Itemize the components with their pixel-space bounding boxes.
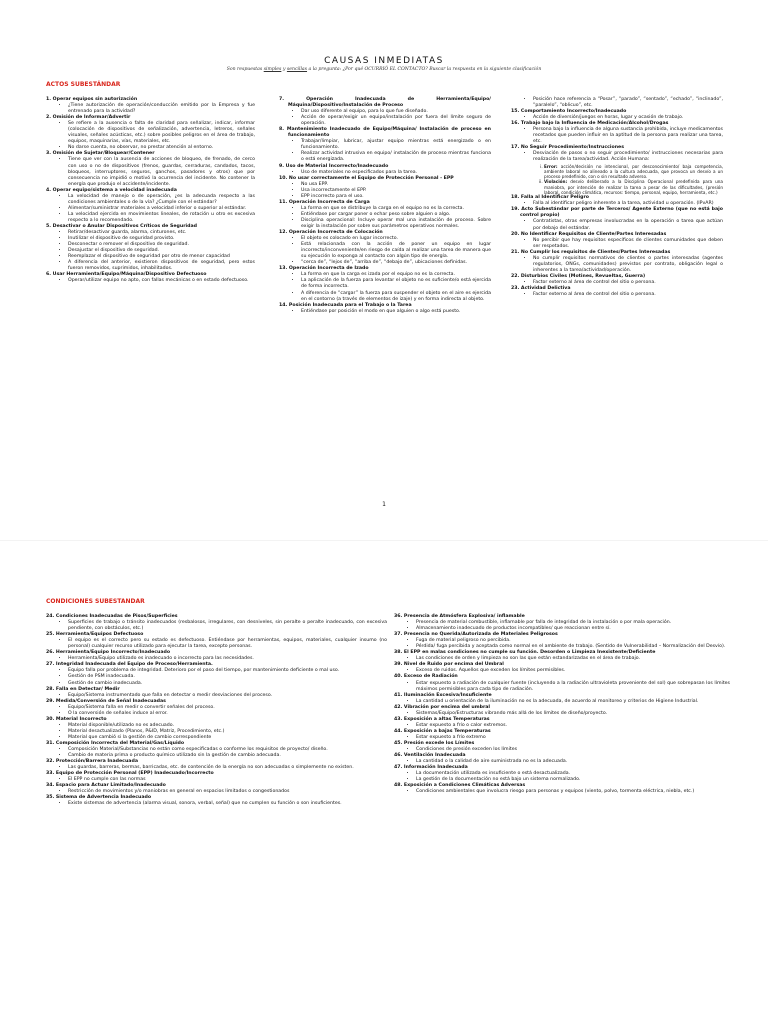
item-heading: 1. Operar equipos sin autorización — [46, 97, 138, 102]
bullet-item: • El objeto es colocado en lugar incorrecto. — [301, 236, 491, 242]
bullet-item: • Inutilizar el dispositivo de seguridad provisto. — [68, 236, 255, 242]
subtitle-text: y — [281, 67, 287, 72]
bullet-list — [279, 182, 491, 200]
roman-list — [511, 164, 723, 196]
item-heading: 37. Presencia no Querida/Autorizada de Materiales Peligrosos — [394, 632, 558, 638]
bullet-item: • No cumplir requisitos normativos de clientes o partes interesadas (agentes regulatorios, ONGs, comunidades) previstos por contrato, obligación legal o inherentes a la tarea/actividad/operación. — [533, 256, 723, 274]
bullet-item: • Dar uso diferente al equipo, para lo que fue diseñado. — [301, 109, 491, 115]
bullet-item: • Material que cambió si la gestión de cambio correspondiente — [68, 735, 387, 741]
bullet-item: • Condiciones ambientales que involucra riesgo para personas y equipos (viento, polvo, tormenta eléctrica, niebla, etc.) — [416, 789, 730, 795]
bullet-item: • EPP incorrecto para el uso. — [301, 194, 491, 200]
item-heading: 45. Presión excede los Límites — [394, 740, 475, 746]
item-heading: 36. Presencia de Atmósfera Explosiva/ inflamable — [394, 614, 525, 619]
item-heading: 39. Nivel de Ruido por encima del Umbral — [394, 662, 504, 668]
condiciones-column-1 — [46, 614, 387, 808]
bullet-item: • Persona bajo la influencia de alguna sustancia prohibida, incluye medicamentos recetados que pueden influir en la aptitud de la persona para realizar una tarea, etc. — [533, 127, 723, 145]
bullet-item: • Estar expuesto a radiación de cualquier fuente (incluyendo a la radiación ultravioleta proveniente del sol) que sobrepasan los límites máximos permisibles para cada tipo de radiación. — [416, 681, 730, 693]
item-heading: 28. Falla en Detectar/ Medir — [46, 686, 120, 692]
item-heading: 15. Comportamiento Incorrecto/Inadecuado — [511, 109, 627, 115]
actos-column-3 — [511, 97, 723, 298]
roman-item — [544, 179, 723, 195]
item-heading: 13. Operación Incorrecta de Izado — [279, 266, 369, 272]
bullet-item: • El EPP no cumple con las normas — [68, 777, 387, 783]
item-heading: 48. Exposición a Condiciones Climáticas Adversas — [394, 783, 526, 789]
item-heading: 18. Falla al Identificar Peligro — [511, 195, 589, 201]
bullet-list — [394, 681, 730, 693]
bullet-item: • Superficies de trabajo o tránsito inadecuados (resbalosos, irregulares, con desniveles, sin peralte o peralte inadecuado, con excesiva pendiente, con obstáculos, etc.) — [68, 620, 387, 632]
bullet-item: • Reemplazar el dispositivo de seguridad por otro de menor capacidad — [68, 254, 255, 260]
bullet-item: • Herramienta/Equipo utilizado es inadecuado o incorrecto para las necesidades. — [68, 656, 387, 662]
bullet-item: • La cantidad o la calidad de aire suministrada no es la adecuada. — [416, 759, 730, 765]
bullet-item: • Presencia de material combustible, inflamable por falla de integridad de la instalación o por mala operación. — [416, 620, 730, 626]
bullet-list — [394, 771, 730, 783]
item-heading: 38. El EPP en malas condiciones no cumple su función. Desorden o Limpieza Inexistente/Deficiente — [394, 650, 656, 656]
bullet-item: • Restricción de movimientos y/o maniobras en general en espacios limitados o congestionados — [68, 789, 387, 795]
bullet-item: • Estar expuesto a frío o calor extremos. — [416, 723, 730, 729]
bullet-item: • Tiene que ver con la ausencia de acciones de bloqueo, de frenado, de cerco con uso o no de dispositivos (frenos, guardas, cerraduras, candados, tacos, bloqueos, interruptores, seguros, ganchos, pasadores y otros) que por consecuencia no impidió o motivó la ocurrencia del incidente. No contener la energía que produjo el accidente/incidente. — [68, 157, 255, 187]
bullet-list — [46, 157, 255, 187]
bullet-item: • Sistemas/Equipo/Estructuras vibrando más allá de los límites de diseño/proyecto. — [416, 711, 730, 717]
bullet-item: • Acción de operar/exigir un equipo/instalación por fuera del límite seguro de operación. — [301, 115, 491, 127]
bullet-item: • Alimentar/suministrar materiales a velocidad inferior o superior al estándar. — [68, 206, 255, 212]
item-heading: 27. Integridad Inadecuada del Equipo de Proceso/Herramienta. — [46, 662, 213, 668]
item-heading: 30. Material Incorrecto — [46, 716, 107, 722]
item-heading: 46. Ventilación Inadecuada — [394, 753, 466, 759]
bullet-list — [46, 723, 387, 741]
bullet-item: • La documentación utilizada es insuficiente o está desactualizada. — [416, 771, 730, 777]
subtitle-text: Son respuestas — [226, 67, 264, 72]
bullet-item: • Exceso de ruidos. Aquellos que exceden los límites permisibles. — [416, 668, 730, 674]
bullet-item: • Usa incorrectamente el EPP. — [301, 188, 491, 194]
actos-column-2 — [279, 97, 491, 315]
bullet-item: • La aplicación de la fuerza para levantar el objeto no es suficiente/o está ejercida de forma incorrecta. — [301, 278, 491, 290]
bullet-item: • Composición Material/Substancias no están como especificadas o conforme los requisitos de proyecto/ diseño. — [68, 747, 387, 753]
bullet-item: • Factor externo al área de control del sitio o persona. — [533, 280, 723, 286]
bullet-item: • Disciplina operacional: Incluye operar mal una instalación de proceso. Sobre exigir la instalación por sobre sus parámetros operativos normales. — [301, 218, 491, 230]
item-heading: 11. Operación Incorrecta de Carga — [279, 199, 370, 205]
bullet-item: • Gestión de cambio inadecuada. — [68, 681, 387, 687]
bullet-item: • No darse cuenta, no observar, no prestar atención al entorno. — [68, 145, 255, 151]
roman-item-desc: acción/decisión no intencional, por desconocimiento/ baja competencia, ambiente laboral no alineado a la cultura adecuada, que provoca un desvío a un proceso predefinido, con o sin resultado adverso. — [544, 163, 723, 180]
bullet-item: • Almacenamiento inadecuado de productos incompatibles/ que reaccionan entre sí. — [416, 626, 730, 632]
bullet-list — [46, 801, 387, 807]
bullet-item: • Las condiciones de orden y limpieza no son las que están estandarizadas en el área de trabajo. — [416, 656, 730, 662]
roman-item-term: Violación: — [544, 179, 568, 185]
bullet-item: • No percibir que hay requisitos específicos de clientes comunidades que deben ser respetados. — [533, 238, 723, 250]
bullet-item: • Fuga de material peligroso no percibida. — [416, 638, 730, 644]
bullet-list — [394, 789, 730, 795]
bullet-item: • Desconectar o remover el dispositivo de seguridad. — [68, 242, 255, 248]
actos-column-3-items — [511, 109, 723, 298]
bullet-item: • Equipo/Sistema falla en medir o convertir señales del proceso. — [68, 705, 387, 711]
subtitle-text: a la pregunta: ¿Por qué OCURRIÓ EL CONTACTO? Buscar la respuesta en la siguiente clasificación — [307, 67, 542, 72]
bullet-item: • La forma en que se distribuye la carga en el equipo no es la correcta. — [301, 206, 491, 212]
page-number: 1 — [382, 501, 386, 508]
bullet-list — [46, 230, 255, 272]
bullet-item: • La velocidad de manejo o de operación, ¿es la adecuada respecto a las condiciones ambientales o de la vía? ¿Cumple con el estándar? — [68, 194, 255, 206]
bullet-item: • A diferencia de “cargar” la fuerza para suspender el objeto en el aire es ejercida en el contorno (a través de elementos de izaje) y en forma indirecta al objeto. — [301, 291, 491, 303]
bullet-item: • Acción de diversión/juegos en horas, lugar y ocasión de trabajo. — [533, 115, 723, 121]
bullet-item: • Desajustar el dispositivo de seguridad. — [68, 248, 255, 254]
bullet-item: • El equipo es el correcto pero su estado es defectuoso. Entiéndase por herramientas, equipos, materiales, cualquier insumo (no personal) cualquier recurso utilizado para ejecutar la tarea, excepto personas. — [68, 638, 387, 650]
item-heading: 8. Mantenimiento Inadecuado de Equipo/Máquina/ Instalación de proceso en funcionamiento — [279, 127, 491, 139]
item-heading: 17. No Seguir Procedimiento/Instrucciones — [511, 145, 625, 151]
item-heading: 24. Condiciones Inadecuadas de Pisos/Superficies — [46, 614, 178, 619]
bullet-list — [511, 219, 723, 231]
item-heading: 41. Iluminación Excesiva/Insuficiente — [394, 692, 492, 698]
bullet-item: • Estar expuesto a frío extremo — [416, 735, 730, 741]
item-heading: 29. Medida/Conversión de Señal Inadecuadas — [46, 698, 166, 704]
bullet-list — [511, 127, 723, 145]
page-divider — [0, 540, 768, 541]
bullet-item: • Condiciones de presión exceden los límites — [416, 747, 730, 753]
item-heading: 4. Operar equipo/sistema a velocidad inadecuada — [46, 187, 177, 193]
bullet-list — [511, 256, 723, 274]
bullet-list — [46, 668, 387, 686]
bullet-item: • Existe sistemas de advertencia (alarma visual, sonora, verbal, señal) que no cumplen su función o son insuficientes. — [68, 801, 387, 807]
item-heading: 19. Acto Subestándar por parte de Terceros/ Agente Externo (que no está bajo control propio) — [511, 207, 723, 219]
bullet-list — [279, 272, 491, 302]
bullet-item: • Contratistas, otras empresas involucradas en la operación o tarea que actúan por debajo del estándar. — [533, 219, 723, 231]
bullet-item: • Material desactualizado (Planos, P&ID, Matriz, Procedimiento, etc.) — [68, 729, 387, 735]
item-heading: 22. Disturbios Civiles (Motines, Revueltas, Guerra) — [511, 273, 646, 279]
bullet-list — [46, 747, 387, 759]
bullet-list — [46, 638, 387, 650]
subtitle-underlined-simples: simples — [263, 67, 282, 72]
item-heading: 33. Equipo de Protección Personal (EPP) Inadecuado/Incorrecto — [46, 771, 214, 777]
document-title: CAUSAS INMEDIATAS — [324, 56, 444, 66]
bullet-item: • Equipo falla por problema de integridad. Deterioro por el paso del tiempo, por mantenimiento deficiente o mal uso. — [68, 668, 387, 674]
item-heading: 32. Protección/Barrera Inadecuada — [46, 759, 138, 765]
bullet-list — [394, 699, 730, 705]
item-heading: 35. Sistema de Advertencia Inadecuado — [46, 795, 152, 801]
bullet-item: • La forma en que la carga es izada por el equipo no es la correcta. — [301, 272, 491, 278]
item-heading: 31. Composición Incorrecta del Material/Gas/Líquido — [46, 740, 185, 746]
bullet-item: • O la conversión de señales induce al error. — [68, 711, 387, 717]
bullet-item: • Equipo/Sistema instrumentado que falla en detectar o medir desviaciones del proceso. — [68, 693, 387, 699]
roman-item-desc: desvío deliberado a la Disciplina Operacional predefinida para una maniobra, por intención de realizar la tarea a pesar de las dificultades, (presión laboral, condición climática, recursos: tiempo, personal, equipo, herramienta, etc.) — [544, 179, 723, 195]
bullet-item: • Pérdida/ fuga percibida y aceptada como normal en el ambiente de trabajo. (Sentido de Vulnerabilidad – Normalización del Desvío). — [416, 644, 730, 650]
bullet-list — [511, 97, 723, 109]
item-heading: 14. Posición Inadecuada para el Trabajo o la Tarea — [279, 302, 412, 308]
item-heading: 10. No usar correctamente el Equipo de Protección Personal - EPP — [279, 175, 454, 181]
bullet-item: • Gestión de PSM inadecuada. — [68, 674, 387, 680]
bullet-item: • Desviación de pasos o no seguir procedimiento/ instrucciones necesarias para realización de la tarea/actividad. Acción Humana: — [533, 151, 723, 163]
bullet-list — [46, 278, 255, 284]
bullet-item: • Falla al identificar peligro inherente a la tarea, actividad u operación. (IPvAR) — [533, 201, 723, 207]
item-heading: 34. Espacio para Actuar Limitado/Inadecuado — [46, 783, 166, 789]
bullet-list — [46, 121, 255, 151]
section-heading-condiciones: CONDICIONES SUBESTANDAR — [46, 598, 145, 605]
item-heading: 42. Vibración por encima del umbral — [394, 704, 491, 710]
item-heading: 9. Uso de Material Incorrecto/Inadecuado — [279, 163, 389, 169]
bullet-item: • Las guardas, barreras, bermas, barricadas, etc. de contención de la energía no son adecuadas o simplemente no existen. — [68, 765, 387, 771]
roman-item-term: Error: — [544, 163, 558, 169]
bullet-list — [394, 620, 730, 632]
bullet-list — [279, 206, 491, 230]
actos-column-3-top — [511, 97, 723, 109]
item-heading: 43. Exposición a altas Temperaturas — [394, 716, 490, 722]
subtitle-underlined-sencillas: sencillas — [286, 67, 308, 72]
item-heading: 16. Trabajo bajo la Influencia de Medicación/Alcohol/Drogas — [511, 121, 669, 127]
section-heading-actos: ACTOS SUBESTÁNDAR — [46, 81, 121, 88]
item-heading: 2. Omisión de Informar/Advertir — [46, 115, 131, 121]
bullet-item: • No usa EPP. — [301, 182, 491, 188]
bullet-item: • A diferencia del anterior, existieron dispositivos de seguridad, pero estos fueron removidos, suprimidos, inhabilitados. — [68, 260, 255, 272]
bullet-item: • Se refiere a la ausencia o falta de claridad para señalizar, indicar, informar (colocación de dispositivos de señalización, advertencia, letreros, señales visuales, señales acústicas, etc.) sobre posibles peligros en el área de trabajo, equipos, maquinarias, vías, materiales, etc. — [68, 121, 255, 145]
document-subtitle — [0, 67, 768, 72]
bullet-item: • Retirar/desactivar guarda, alarma, cinturones, etc. — [68, 230, 255, 236]
bullet-item: • Factor externo al área de control del sitio o persona. — [533, 292, 723, 298]
bullet-list — [394, 638, 730, 650]
bullet-list — [46, 194, 255, 224]
bullet-item: • La cantidad u orientación de la iluminación no es la adecuada, de acuerdo al monitoreo y criterios de Higiene Industrial. — [416, 699, 730, 705]
bullet-item: • Trabajar/limpiar, lubricar, ajustar equipo mientras está energizado o en funcionamiento. — [301, 139, 491, 151]
condiciones-column-2 — [394, 614, 730, 795]
bullet-item: • La gestión de la documentación no está bajo un sistema normalizado. — [416, 777, 730, 783]
item-heading: 20. No Identificar Requisitos de Cliente/Partes Interesadas — [511, 231, 667, 237]
bullet-item: • La velocidad ejercida en movimientos lineales, de rotación u otro es excesiva respecto a lo recomendado. — [68, 212, 255, 224]
bullet-item: • Entiéndase por posición el modo en que alguien o algo está puesto. — [301, 309, 491, 315]
item-heading: 40. Exceso de Radiación — [394, 674, 458, 680]
bullet-list — [46, 103, 255, 115]
bullet-item: • Posición hace referencia a “Posar”, “parado”, “sentado”, “echado”, “inclinado”, “paralelo”, “oblicuo”, etc. — [533, 97, 723, 109]
bullet-item: • Está relacionada con la acción de poner un equipo en lugar incorrecto/inconveniente/en riesgo de caída al realizar una tarea de manera que su ejecución lo exponga al contacto con algún tipo de energía. — [301, 242, 491, 260]
bullet-item: • Uso de materiales no especificados para la tarea. — [301, 170, 491, 176]
bullet-item: • Operar/utilizar equipo no apto, con fallas mecánicas o en estado defectuoso. — [68, 278, 255, 284]
item-heading: 7. Operación Inadecuada de Herramienta/Equipo/ Máquina/Dispositivo/Instalación de Proceso — [279, 97, 491, 109]
bullet-list — [279, 309, 491, 315]
bullet-item: • Entiéndase por cargar poner o echar peso sobre alguien o algo. — [301, 212, 491, 218]
bullet-list — [46, 620, 387, 632]
item-heading: 12. Operación Incorrecta de Colocación — [279, 230, 383, 236]
item-heading: 25. Herramienta/Equipos Defectuoso — [46, 632, 144, 638]
actos-column-1 — [46, 97, 255, 284]
bullet-item: • Material disponible/utilizado no es adecuado. — [68, 723, 387, 729]
item-heading: 5. Desactivar o Anular Dispositivos Críticos de Seguridad — [46, 223, 197, 229]
bullet-list — [511, 238, 723, 250]
item-heading: 3. Omisión de Sujetar/Bloquear/Contener — [46, 151, 155, 157]
bullet-item: • ¿Tiene autorización de operación/conducción emitido por la Empresa y fue entrenado para la actividad? — [68, 103, 255, 115]
item-heading: 44. Exposición a bajas Temperaturas — [394, 728, 491, 734]
bullet-item: • “cerca de”, “lejos de”, “arriba de”, “debajo de”, ubicaciones definidas. — [301, 260, 491, 266]
bullet-item: • Realizar actividad intrusiva en equipo/ instalación de proceso mientras funciona o está energizada. — [301, 151, 491, 163]
roman-item — [544, 164, 723, 180]
item-heading: 23. Actividad Delictiva — [511, 286, 571, 291]
item-heading: 26. Herramienta/Equipo Incorrecto/Inadecuado — [46, 650, 171, 656]
bullet-item: • Cambio de materia prima o producto químico utilizado sin la gestión de cambio adecuada. — [68, 753, 387, 759]
bullet-list — [279, 139, 491, 163]
item-heading: 47. Información Inadecuada — [394, 765, 468, 771]
item-heading: 21. No Cumplir los requisitos de Clientes/Partes Interesadas — [511, 249, 671, 255]
bullet-list — [46, 705, 387, 717]
item-heading: 6. Usar Herramienta/Equipo/Máquina/Dispositivo Defectuoso — [46, 272, 207, 278]
bullet-list — [279, 236, 491, 266]
bullet-list — [279, 109, 491, 127]
bullet-list — [511, 151, 723, 163]
bullet-list — [511, 292, 723, 298]
